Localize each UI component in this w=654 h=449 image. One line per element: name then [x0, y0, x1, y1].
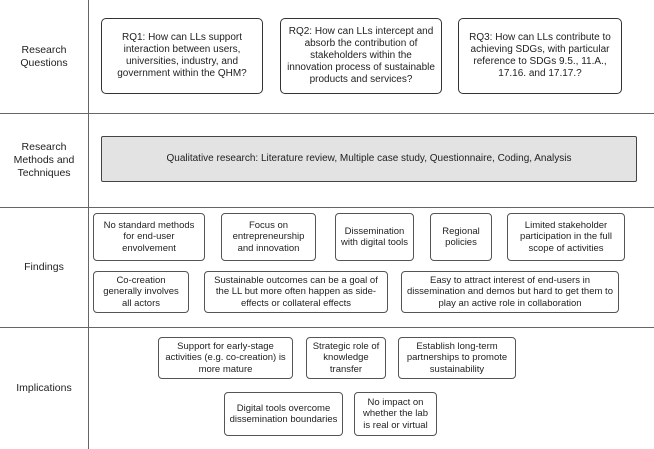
implication-box-4: Digital tools overcome dissemination boundaries — [224, 392, 343, 436]
rq2-box: RQ2: How can LLs intercept and absorb the contribution of stakeholders within the innovation process of sustainable products and services? — [280, 18, 442, 94]
rq3-box: RQ3: How can LLs contribute to achieving SDGs, with particular reference to SDGs 9.5., 11.A., 17.16. and 17.17.? — [458, 18, 622, 94]
finding-box-4: Regional policies — [430, 213, 492, 261]
finding-box-5: Limited stakeholder participation in the full scope of activities — [507, 213, 625, 261]
finding-box-7: Sustainable outcomes can be a goal of the LL but more often happen as side-effects or collateral effects — [204, 271, 388, 313]
finding-box-1: No standard methods for end-user envolvement — [93, 213, 205, 261]
row-label-methods: Research Methods and Techniques — [13, 140, 75, 179]
implication-box-3: Establish long-term partnerships to promote sustainability — [398, 337, 516, 379]
rq1-box: RQ1: How can LLs support interaction between users, universities, industry, and government within the QHM? — [101, 18, 263, 94]
methods-box: Qualitative research: Literature review, Multiple case study, Questionnaire, Coding, Analysis — [101, 136, 637, 182]
implication-box-2: Strategic role of knowledge transfer — [306, 337, 386, 379]
row-divider-3 — [0, 327, 654, 328]
finding-box-6: Co-creation generally involves all actors — [93, 271, 189, 313]
row-label-research-questions: Research Questions — [20, 43, 68, 69]
finding-box-8: Easy to attract interest of end-users in dissemination and demos but hard to get them to play an active role in collaboration — [401, 271, 619, 313]
row-label-findings: Findings — [24, 260, 64, 273]
finding-box-2: Focus on entrepreneurship and innovation — [221, 213, 316, 261]
row-label-implications: Implications — [16, 381, 72, 394]
finding-box-3: Dissemination with digital tools — [335, 213, 414, 261]
label-column-divider — [88, 0, 89, 449]
row-divider-2 — [0, 207, 654, 208]
implication-box-1: Support for early-stage activities (e.g. co-creation) is more mature — [158, 337, 293, 379]
implication-box-5: No impact on whether the lab is real or virtual — [354, 392, 437, 436]
row-divider-1 — [0, 113, 654, 114]
